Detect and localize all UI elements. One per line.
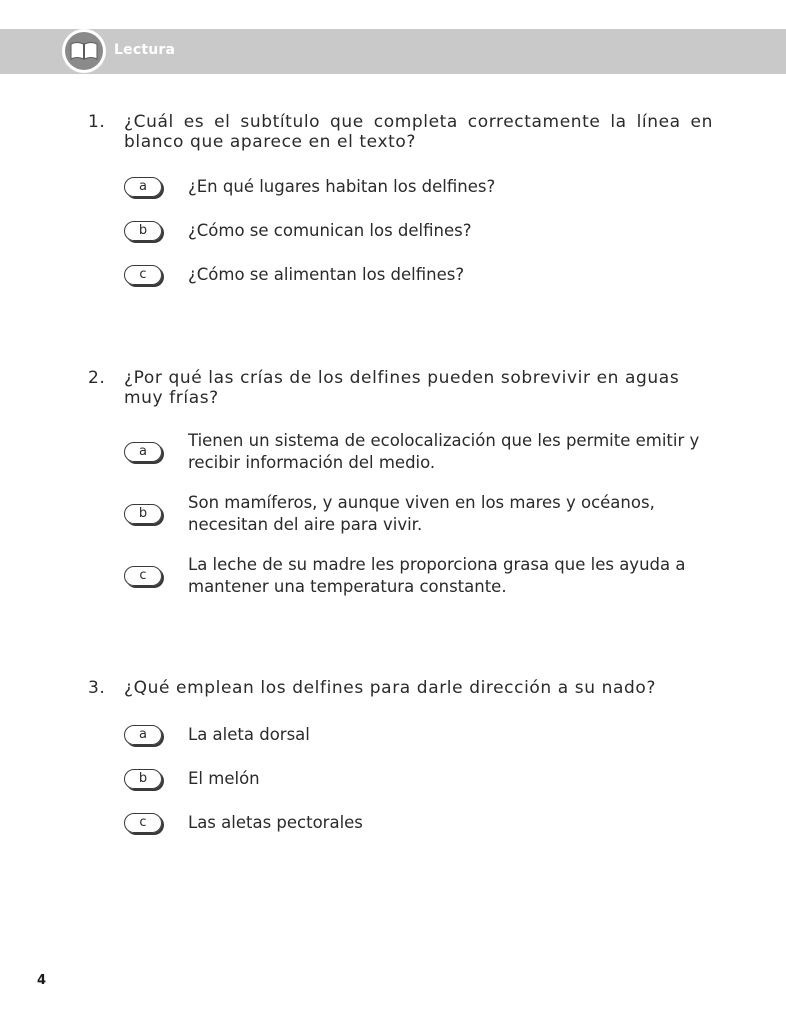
question-text: ¿Por qué las crías de los delfines pueden sobrevivir en aguas muy frías?	[124, 368, 680, 408]
option-text: ¿Cómo se comunican los delfines?	[188, 221, 472, 240]
question-number: 3.	[88, 678, 106, 698]
option-letter-badge[interactable]: c	[124, 813, 162, 833]
option-text: El melón	[188, 769, 260, 788]
option-letter-badge[interactable]: a	[124, 442, 162, 462]
question-2	[88, 368, 713, 408]
page-number: 4	[37, 973, 47, 988]
answer-option-b[interactable]	[124, 220, 714, 242]
option-text: Las aletas pectorales	[188, 813, 363, 832]
option-text: La leche de su madre les proporciona grasa que les ayuda a mantener una temperatura constante.	[188, 555, 686, 596]
answer-option-b[interactable]	[124, 492, 714, 536]
answer-option-a[interactable]	[124, 176, 714, 198]
answer-option-c[interactable]	[124, 264, 714, 286]
question-3	[88, 678, 713, 698]
option-text: Tienen un sistema de ecolocalización que les permite emitir y recibir información del medio.	[188, 431, 700, 472]
option-letter-badge[interactable]: b	[124, 221, 162, 241]
option-text: ¿Cómo se alimentan los delfines?	[188, 265, 465, 284]
section-badge	[62, 29, 106, 73]
option-text: ¿En qué lugares habitan los delfines?	[188, 177, 496, 196]
option-letter-badge[interactable]: b	[124, 769, 162, 789]
option-letter-badge[interactable]: a	[124, 725, 162, 745]
answer-option-b[interactable]	[124, 768, 714, 790]
question-text: ¿Qué emplean los delfines para darle dirección a su nado?	[124, 678, 657, 698]
question-number: 2.	[88, 368, 106, 388]
question-number: 1.	[88, 112, 106, 132]
answer-option-a[interactable]	[124, 430, 714, 474]
section-title: Lectura	[114, 42, 176, 58]
answer-option-a[interactable]	[124, 724, 714, 746]
option-text: Son mamíferos, y aunque viven en los mares y océanos, necesitan del aire para vivir.	[188, 493, 655, 534]
option-letter-badge[interactable]: b	[124, 504, 162, 524]
question-1	[88, 112, 713, 152]
option-letter-badge[interactable]: a	[124, 177, 162, 197]
answer-option-c[interactable]	[124, 812, 714, 834]
option-letter-badge[interactable]: c	[124, 566, 162, 586]
open-book-icon	[69, 40, 99, 62]
option-letter-badge[interactable]: c	[124, 265, 162, 285]
question-text: ¿Cuál es el subtítulo que completa correctamente la línea en blanco que aparece en el texto?	[124, 112, 713, 152]
answer-option-c[interactable]	[124, 554, 714, 598]
option-text: La aleta dorsal	[188, 725, 310, 744]
